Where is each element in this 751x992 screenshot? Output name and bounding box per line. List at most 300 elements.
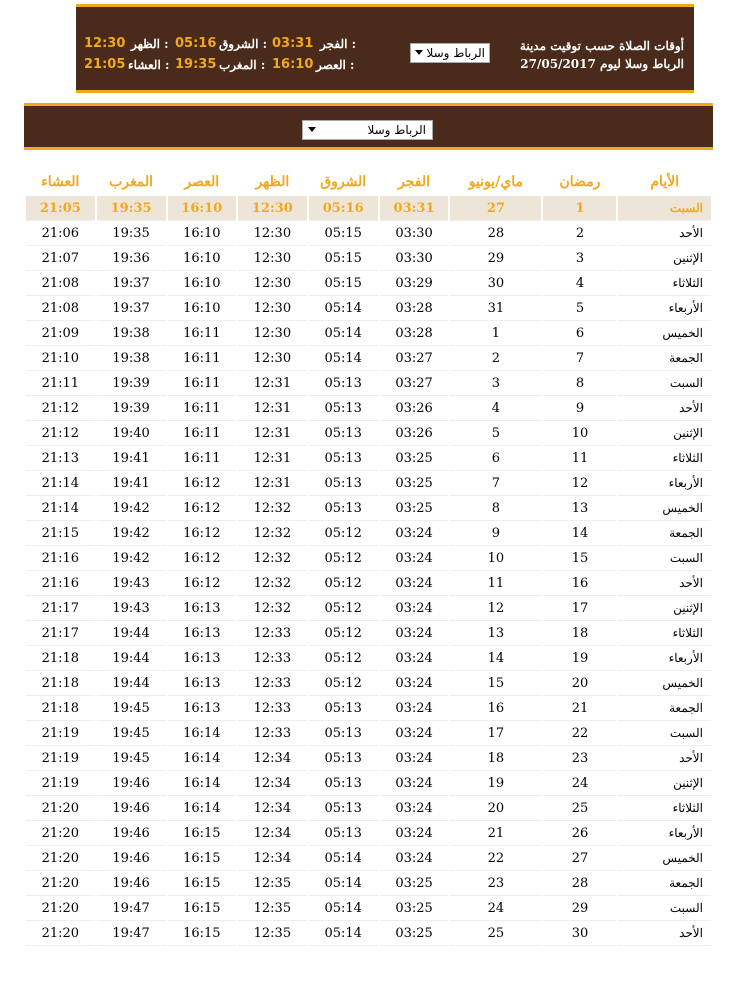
cell-isha: 21:08 [26, 271, 95, 296]
cell-shuruq: 05:13 [309, 696, 378, 721]
cell-isha: 21:20 [26, 871, 95, 896]
cell-fajr: 03:25 [380, 896, 449, 921]
cell-shuruq: 05:14 [309, 296, 378, 321]
cell-shuruq: 05:13 [309, 721, 378, 746]
cell-day: الخميس [618, 846, 711, 871]
cell-fajr: 03:24 [380, 821, 449, 846]
cell-fajr: 03:24 [380, 796, 449, 821]
cell-day: الخميس [618, 321, 711, 346]
widget-title-line2: الرباط وسلا ليوم 27/05/2017 [520, 57, 684, 71]
cell-dhuhr: 12:30 [238, 296, 307, 321]
cell-asr: 16:11 [168, 346, 237, 371]
cell-isha: 21:08 [26, 296, 95, 321]
prayer-times-widget [76, 4, 694, 93]
cell-gregorian: 25 [450, 921, 541, 946]
cell-maghrib: 19:44 [97, 621, 166, 646]
cell-dhuhr: 12:32 [238, 521, 307, 546]
header-gregorian: ماي/يونيو [468, 173, 524, 190]
asr-time: 16:10 [272, 57, 314, 72]
cell-day: الثلاثاء [618, 446, 711, 471]
cell-maghrib: 19:46 [97, 846, 166, 871]
cell-gregorian: 7 [450, 471, 541, 496]
cell-shuruq: 05:15 [309, 271, 378, 296]
cell-day: الأحد [618, 396, 711, 421]
cell-gregorian: 4 [450, 396, 541, 421]
isha-time: 21:05 [84, 57, 126, 72]
cell-ramadan: 8 [543, 371, 616, 396]
shuruq-label: الشروق : [219, 37, 268, 51]
cell-gregorian: 12 [450, 596, 541, 621]
cell-gregorian: 28 [450, 221, 541, 246]
header-shuruq: الشروق [320, 173, 367, 190]
table-row [26, 296, 711, 321]
cell-day: الجمعة [618, 521, 711, 546]
cell-shuruq: 05:13 [309, 771, 378, 796]
cell-isha: 21:07 [26, 246, 95, 271]
cell-isha: 21:20 [26, 896, 95, 921]
cell-day: الأربعاء [618, 296, 711, 321]
cell-maghrib: 19:35 [97, 196, 166, 221]
cell-day: الجمعة [618, 696, 711, 721]
cell-fajr: 03:25 [380, 921, 449, 946]
widget-title [520, 37, 684, 73]
cell-day: السبت [618, 371, 711, 396]
cell-day: الخميس [618, 496, 711, 521]
cell-fajr: 03:24 [380, 596, 449, 621]
cell-day: الثلاثاء [618, 621, 711, 646]
table-row [26, 921, 711, 946]
cell-day: الإثنين [618, 596, 711, 621]
cell-ramadan: 18 [543, 621, 616, 646]
cell-shuruq: 05:12 [309, 671, 378, 696]
cell-fajr: 03:25 [380, 446, 449, 471]
cell-asr: 16:10 [168, 221, 237, 246]
cell-isha: 21:19 [26, 746, 95, 771]
cell-maghrib: 19:39 [97, 396, 166, 421]
chevron-down-icon [415, 50, 423, 55]
cell-gregorian: 17 [450, 721, 541, 746]
cell-isha: 21:11 [26, 371, 95, 396]
cell-maghrib: 19:42 [97, 521, 166, 546]
cell-shuruq: 05:14 [309, 921, 378, 946]
cell-dhuhr: 12:32 [238, 596, 307, 621]
cell-gregorian: 29 [450, 246, 541, 271]
table-row [26, 871, 711, 896]
table-row [26, 471, 711, 496]
widget-city-select-value: الرباط وسلا [426, 46, 485, 60]
table-row [26, 721, 711, 746]
cell-asr: 16:14 [168, 796, 237, 821]
cell-dhuhr: 12:34 [238, 821, 307, 846]
cell-shuruq: 05:12 [309, 571, 378, 596]
cell-maghrib: 19:47 [97, 921, 166, 946]
table-row [26, 596, 711, 621]
cell-isha: 21:06 [26, 221, 95, 246]
cell-day: السبت [618, 721, 711, 746]
fajr-time: 03:31 [272, 36, 314, 51]
cell-asr: 16:11 [168, 396, 237, 421]
cell-day: الأحد [618, 221, 711, 246]
cell-dhuhr: 12:32 [238, 496, 307, 521]
cell-maghrib: 19:36 [97, 246, 166, 271]
cell-maghrib: 19:37 [97, 296, 166, 321]
cell-day: الأربعاء [618, 471, 711, 496]
cell-asr: 16:14 [168, 721, 237, 746]
cell-dhuhr: 12:33 [238, 696, 307, 721]
table-row [26, 546, 711, 571]
table-row [26, 796, 711, 821]
cell-asr: 16:13 [168, 596, 237, 621]
cell-day: الإثنين [618, 421, 711, 446]
isha-label: العشاء : [128, 58, 170, 72]
cell-shuruq: 05:13 [309, 496, 378, 521]
table-row [26, 496, 711, 521]
cell-shuruq: 05:14 [309, 346, 378, 371]
cell-maghrib: 19:44 [97, 671, 166, 696]
cell-fajr: 03:24 [380, 571, 449, 596]
cell-isha: 21:05 [26, 196, 95, 221]
cell-day: الجمعة [618, 346, 711, 371]
cell-isha: 21:14 [26, 471, 95, 496]
cell-day: الخميس [618, 671, 711, 696]
cell-dhuhr: 12:33 [238, 721, 307, 746]
cell-gregorian: 10 [450, 546, 541, 571]
cell-shuruq: 05:12 [309, 546, 378, 571]
cell-dhuhr: 12:34 [238, 746, 307, 771]
cell-gregorian: 20 [450, 796, 541, 821]
cell-isha: 21:17 [26, 621, 95, 646]
cell-shuruq: 05:14 [309, 896, 378, 921]
cell-day: السبت [618, 196, 711, 221]
cell-isha: 21:16 [26, 571, 95, 596]
cell-maghrib: 19:41 [97, 446, 166, 471]
cell-gregorian: 6 [450, 446, 541, 471]
cell-ramadan: 3 [543, 246, 616, 271]
table-row [26, 846, 711, 871]
cell-ramadan: 17 [543, 596, 616, 621]
cell-isha: 21:20 [26, 846, 95, 871]
cell-gregorian: 11 [450, 571, 541, 596]
city-select-value: الرباط وسلا [367, 123, 426, 137]
cell-fajr: 03:28 [380, 321, 449, 346]
cell-shuruq: 05:16 [309, 196, 378, 221]
cell-ramadan: 13 [543, 496, 616, 521]
cell-fajr: 03:30 [380, 246, 449, 271]
header-dhuhr: الظهر [255, 173, 290, 190]
cell-asr: 16:10 [168, 196, 237, 221]
cell-gregorian: 22 [450, 846, 541, 871]
cell-maghrib: 19:46 [97, 871, 166, 896]
cell-maghrib: 19:45 [97, 721, 166, 746]
cell-isha: 21:13 [26, 446, 95, 471]
cell-fajr: 03:24 [380, 846, 449, 871]
header-asr: العصر [184, 173, 220, 190]
cell-dhuhr: 12:33 [238, 621, 307, 646]
cell-isha: 21:20 [26, 796, 95, 821]
cell-dhuhr: 12:30 [238, 196, 307, 221]
table-row [26, 771, 711, 796]
table-row [26, 571, 711, 596]
table-row [26, 521, 711, 546]
table-row [26, 896, 711, 921]
cell-isha: 21:16 [26, 546, 95, 571]
cell-ramadan: 24 [543, 771, 616, 796]
widget-title-line1: أوقات الصلاة حسب توقيت مدينة [519, 39, 684, 53]
cell-fajr: 03:26 [380, 396, 449, 421]
cell-ramadan: 9 [543, 396, 616, 421]
cell-fajr: 03:24 [380, 521, 449, 546]
cell-gregorian: 23 [450, 871, 541, 896]
table-row [26, 671, 711, 696]
cell-fajr: 03:24 [380, 646, 449, 671]
cell-asr: 16:11 [168, 321, 237, 346]
cell-gregorian: 1 [450, 321, 541, 346]
cell-isha: 21:10 [26, 346, 95, 371]
cell-maghrib: 19:45 [97, 696, 166, 721]
cell-fajr: 03:31 [380, 196, 449, 221]
header-maghrib: المغرب [109, 173, 154, 190]
cell-isha: 21:20 [26, 821, 95, 846]
cell-dhuhr: 12:30 [238, 271, 307, 296]
table-row [26, 621, 711, 646]
cell-fajr: 03:24 [380, 621, 449, 646]
cell-day: الأحد [618, 746, 711, 771]
cell-fajr: 03:24 [380, 721, 449, 746]
cell-fajr: 03:24 [380, 696, 449, 721]
cell-shuruq: 05:13 [309, 746, 378, 771]
cell-maghrib: 19:40 [97, 421, 166, 446]
cell-ramadan: 26 [543, 821, 616, 846]
cell-maghrib: 19:46 [97, 821, 166, 846]
cell-maghrib: 19:47 [97, 896, 166, 921]
table-row [26, 446, 711, 471]
table-header-row [26, 167, 711, 196]
cell-asr: 16:15 [168, 871, 237, 896]
cell-gregorian: 8 [450, 496, 541, 521]
cell-dhuhr: 12:31 [238, 396, 307, 421]
cell-shuruq: 05:13 [309, 371, 378, 396]
cell-asr: 16:15 [168, 846, 237, 871]
cell-fajr: 03:29 [380, 271, 449, 296]
cell-asr: 16:10 [168, 246, 237, 271]
dhuhr-label: الظهر : [131, 37, 169, 51]
cell-shuruq: 05:15 [309, 221, 378, 246]
table-row [26, 346, 711, 371]
cell-asr: 16:12 [168, 546, 237, 571]
cell-gregorian: 3 [450, 371, 541, 396]
cell-ramadan: 21 [543, 696, 616, 721]
cell-fajr: 03:28 [380, 296, 449, 321]
cell-dhuhr: 12:31 [238, 446, 307, 471]
cell-maghrib: 19:38 [97, 321, 166, 346]
cell-gregorian: 9 [450, 521, 541, 546]
cell-shuruq: 05:12 [309, 521, 378, 546]
cell-dhuhr: 12:30 [238, 246, 307, 271]
cell-ramadan: 1 [543, 196, 616, 221]
cell-ramadan: 7 [543, 346, 616, 371]
cell-shuruq: 05:13 [309, 471, 378, 496]
shuruq-time: 05:16 [175, 36, 217, 51]
cell-ramadan: 16 [543, 571, 616, 596]
cell-dhuhr: 12:33 [238, 671, 307, 696]
cell-isha: 21:18 [26, 646, 95, 671]
cell-asr: 16:13 [168, 646, 237, 671]
cell-isha: 21:20 [26, 921, 95, 946]
cell-gregorian: 31 [450, 296, 541, 321]
cell-dhuhr: 12:35 [238, 871, 307, 896]
cell-day: الأحد [618, 571, 711, 596]
cell-gregorian: 27 [450, 196, 541, 221]
cell-gregorian: 30 [450, 271, 541, 296]
table-body [26, 196, 711, 946]
dhuhr-time: 12:30 [84, 36, 126, 51]
cell-gregorian: 21 [450, 821, 541, 846]
cell-maghrib: 19:42 [97, 496, 166, 521]
table-row [26, 196, 711, 221]
cell-isha: 21:12 [26, 421, 95, 446]
prayer-times-table [24, 167, 713, 946]
cell-day: السبت [618, 896, 711, 921]
cell-isha: 21:19 [26, 771, 95, 796]
cell-asr: 16:15 [168, 921, 237, 946]
cell-fajr: 03:24 [380, 546, 449, 571]
table-row [26, 246, 711, 271]
cell-gregorian: 14 [450, 646, 541, 671]
cell-asr: 16:11 [168, 371, 237, 396]
cell-fajr: 03:24 [380, 746, 449, 771]
cell-gregorian: 16 [450, 696, 541, 721]
cell-day: الأحد [618, 921, 711, 946]
widget-city-select[interactable] [410, 43, 490, 63]
maghrib-time: 19:35 [175, 57, 217, 72]
cell-maghrib: 19:38 [97, 346, 166, 371]
cell-maghrib: 19:41 [97, 471, 166, 496]
cell-asr: 16:13 [168, 671, 237, 696]
header-days: الأيام [650, 173, 680, 190]
cell-dhuhr: 12:34 [238, 846, 307, 871]
cell-fajr: 03:24 [380, 671, 449, 696]
cell-isha: 21:15 [26, 521, 95, 546]
cell-dhuhr: 12:34 [238, 796, 307, 821]
table-row [26, 371, 711, 396]
cell-shuruq: 05:13 [309, 796, 378, 821]
cell-ramadan: 4 [543, 271, 616, 296]
table-row [26, 696, 711, 721]
cell-fajr: 03:27 [380, 346, 449, 371]
cell-shuruq: 05:12 [309, 596, 378, 621]
cell-dhuhr: 12:34 [238, 771, 307, 796]
table-row [26, 221, 711, 246]
cell-asr: 16:15 [168, 821, 237, 846]
cell-isha: 21:18 [26, 696, 95, 721]
cell-asr: 16:12 [168, 571, 237, 596]
cell-ramadan: 23 [543, 746, 616, 771]
cell-fajr: 03:27 [380, 371, 449, 396]
cell-asr: 16:12 [168, 521, 237, 546]
cell-maghrib: 19:46 [97, 796, 166, 821]
cell-gregorian: 5 [450, 421, 541, 446]
cell-ramadan: 5 [543, 296, 616, 321]
cell-asr: 16:10 [168, 271, 237, 296]
cell-asr: 16:11 [168, 421, 237, 446]
cell-asr: 16:14 [168, 746, 237, 771]
cell-shuruq: 05:15 [309, 246, 378, 271]
cell-maghrib: 19:39 [97, 371, 166, 396]
cell-fajr: 03:25 [380, 496, 449, 521]
cell-dhuhr: 12:33 [238, 646, 307, 671]
city-select[interactable] [302, 120, 433, 140]
cell-dhuhr: 12:30 [238, 321, 307, 346]
cell-ramadan: 10 [543, 421, 616, 446]
table-row [26, 396, 711, 421]
cell-maghrib: 19:42 [97, 546, 166, 571]
cell-asr: 16:15 [168, 896, 237, 921]
cell-fajr: 03:26 [380, 421, 449, 446]
cell-shuruq: 05:13 [309, 446, 378, 471]
cell-gregorian: 19 [450, 771, 541, 796]
cell-isha: 21:19 [26, 721, 95, 746]
cell-fajr: 03:30 [380, 221, 449, 246]
cell-day: الثلاثاء [618, 271, 711, 296]
cell-shuruq: 05:13 [309, 421, 378, 446]
cell-dhuhr: 12:30 [238, 346, 307, 371]
cell-asr: 16:10 [168, 296, 237, 321]
cell-isha: 21:09 [26, 321, 95, 346]
cell-shuruq: 05:12 [309, 646, 378, 671]
cell-maghrib: 19:43 [97, 596, 166, 621]
cell-shuruq: 05:13 [309, 396, 378, 421]
cell-dhuhr: 12:31 [238, 421, 307, 446]
cell-gregorian: 2 [450, 346, 541, 371]
cell-maghrib: 19:46 [97, 771, 166, 796]
cell-dhuhr: 12:32 [238, 571, 307, 596]
table-row [26, 821, 711, 846]
cell-ramadan: 28 [543, 871, 616, 896]
maghrib-label: المغرب : [219, 58, 266, 72]
cell-ramadan: 30 [543, 921, 616, 946]
cell-dhuhr: 12:31 [238, 471, 307, 496]
cell-day: الجمعة [618, 871, 711, 896]
cell-day: السبت [618, 546, 711, 571]
cell-dhuhr: 12:30 [238, 221, 307, 246]
cell-gregorian: 18 [450, 746, 541, 771]
cell-maghrib: 19:44 [97, 646, 166, 671]
cell-shuruq: 05:13 [309, 821, 378, 846]
cell-ramadan: 12 [543, 471, 616, 496]
cell-ramadan: 15 [543, 546, 616, 571]
cell-ramadan: 27 [543, 846, 616, 871]
cell-shuruq: 05:14 [309, 321, 378, 346]
header-isha: العشاء [41, 173, 80, 190]
cell-asr: 16:12 [168, 471, 237, 496]
cell-ramadan: 29 [543, 896, 616, 921]
cell-asr: 16:11 [168, 446, 237, 471]
cell-isha: 21:14 [26, 496, 95, 521]
cell-shuruq: 05:12 [309, 621, 378, 646]
cell-dhuhr: 12:32 [238, 546, 307, 571]
cell-ramadan: 6 [543, 321, 616, 346]
cell-ramadan: 25 [543, 796, 616, 821]
header-ramadan: رمضان [559, 173, 601, 190]
cell-isha: 21:17 [26, 596, 95, 621]
cell-fajr: 03:24 [380, 771, 449, 796]
asr-label: العصر : [316, 58, 355, 72]
cell-shuruq: 05:14 [309, 846, 378, 871]
cell-ramadan: 22 [543, 721, 616, 746]
cell-dhuhr: 12:35 [238, 896, 307, 921]
cell-day: الأربعاء [618, 821, 711, 846]
cell-day: الثلاثاء [618, 796, 711, 821]
